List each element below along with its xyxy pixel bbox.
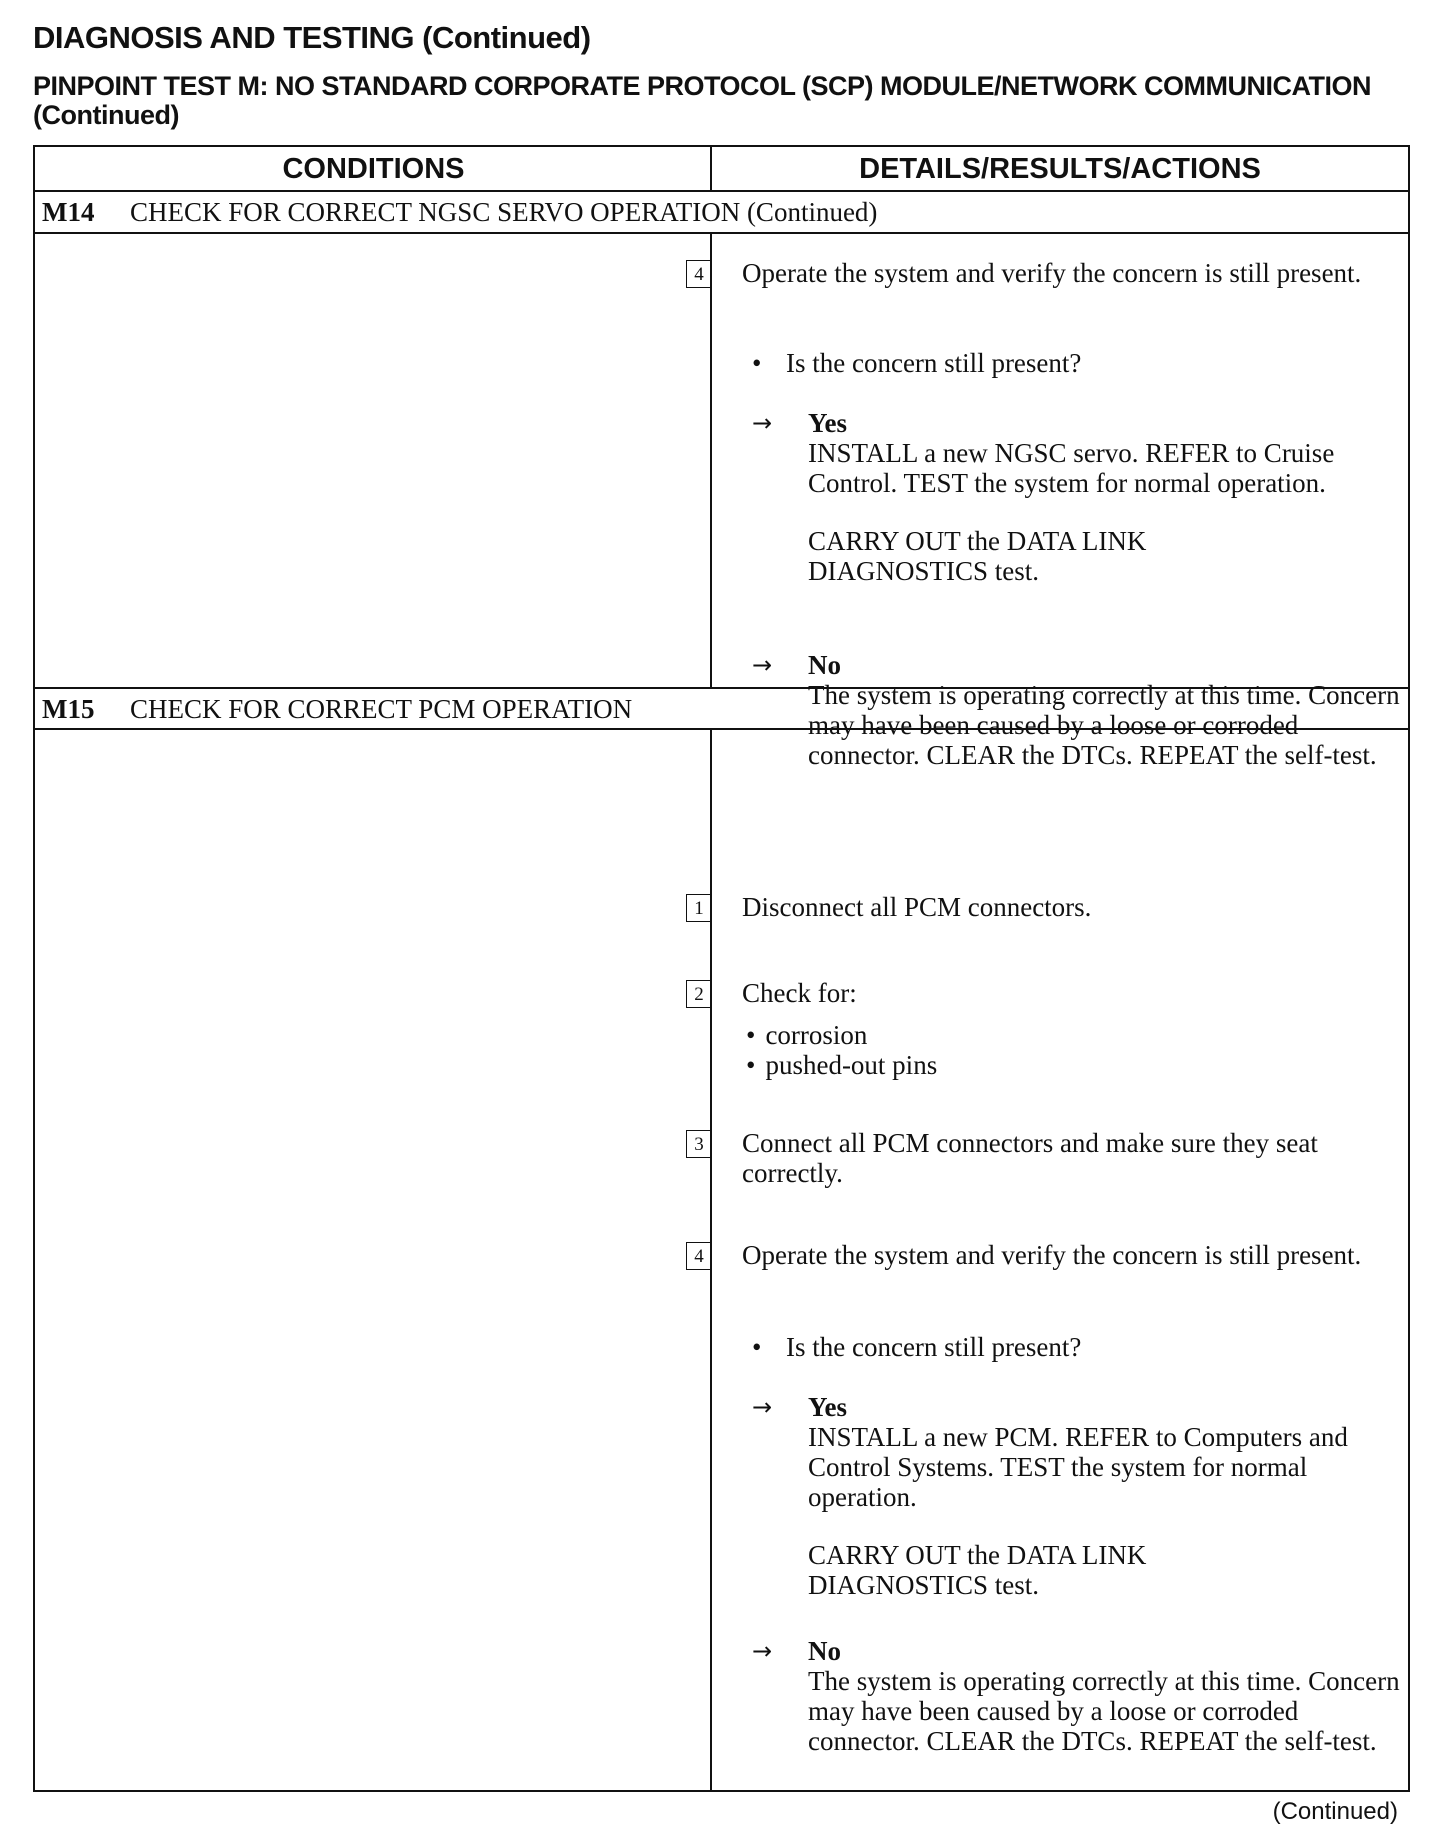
step-text: Connect all PCM connectors and make sure they seat correctly.: [742, 1128, 1318, 1188]
right-arrow-icon: →: [752, 409, 773, 437]
step-number: 1: [686, 894, 712, 922]
step-number: 3: [686, 1130, 712, 1158]
divider: [710, 232, 712, 687]
step-row-m14: [35, 191, 1408, 233]
section-heading: DIAGNOSIS AND TESTING (Continued): [33, 20, 591, 55]
answer-no: [808, 650, 1408, 770]
step-number: 4: [686, 1242, 712, 1270]
answer-text: INSTALL a new NGSC servo. REFER to Cruise Control. TEST the system for normal operation.: [808, 438, 1335, 498]
column-header-conditions: CONDITIONS: [282, 153, 465, 185]
answer-text: CARRY OUT the DATA LINK DIAGNOSTICS test.: [808, 526, 1147, 586]
answer-label: Yes: [808, 408, 847, 438]
step-title: CHECK FOR CORRECT NGSC SERVO OPERATION (Continued): [130, 197, 878, 227]
list-item: • corrosion: [746, 1020, 937, 1050]
answer-label: No: [808, 1636, 841, 1666]
step-code: M15: [42, 694, 95, 724]
column-header-details: DETAILS/RESULTS/ACTIONS: [859, 153, 1261, 185]
step-code: M14: [42, 197, 95, 227]
check-list: [746, 1020, 937, 1080]
right-arrow-icon: →: [752, 1393, 773, 1421]
step-text: Disconnect all PCM connectors.: [742, 892, 1092, 922]
continued-label: (Continued): [1272, 1798, 1398, 1825]
answer-text: INSTALL a new PCM. REFER to Computers and Control Systems. TEST the system for normal operation.: [808, 1422, 1348, 1512]
bullet-icon: •: [752, 1332, 762, 1362]
answer-text: CARRY OUT the DATA LINK DIAGNOSTICS test.: [808, 1540, 1147, 1600]
question: Is the concern still present?: [786, 1332, 1082, 1362]
step-text: Operate the system and verify the concern is still present.: [742, 258, 1362, 288]
answer-yes: [808, 408, 1408, 586]
step-number: 4: [686, 260, 712, 288]
test-title: PINPOINT TEST M: NO STANDARD CORPORATE PROTOCOL (SCP) MODULE/NETWORK COMMUNICATION (Continued): [33, 71, 1371, 130]
answer-no: [808, 1636, 1408, 1756]
answer-label: No: [808, 650, 841, 680]
answer-label: Yes: [808, 1392, 847, 1422]
right-arrow-icon: →: [752, 1637, 773, 1665]
answer-text: The system is operating correctly at this time. Concern may have been caused by a loose or corroded connector. CLEAR the DTCs. REPEAT the self-test.: [808, 1666, 1400, 1756]
list-item: • pushed-out pins: [746, 1050, 937, 1080]
step-text: Check for:: [742, 978, 857, 1008]
answer-yes: [808, 1392, 1408, 1600]
question: Is the concern still present?: [786, 348, 1082, 378]
step-text: Operate the system and verify the concern is still present.: [742, 1240, 1362, 1270]
bullet-icon: •: [752, 348, 762, 378]
right-arrow-icon: →: [752, 651, 773, 679]
answer-text: The system is operating correctly at this time. Concern may have been caused by a loose or corroded connector. CLEAR the DTCs. REPEAT the self-test.: [808, 680, 1400, 770]
step-number: 2: [686, 980, 712, 1008]
step-title: CHECK FOR CORRECT PCM OPERATION: [130, 694, 633, 724]
divider: [710, 147, 712, 190]
